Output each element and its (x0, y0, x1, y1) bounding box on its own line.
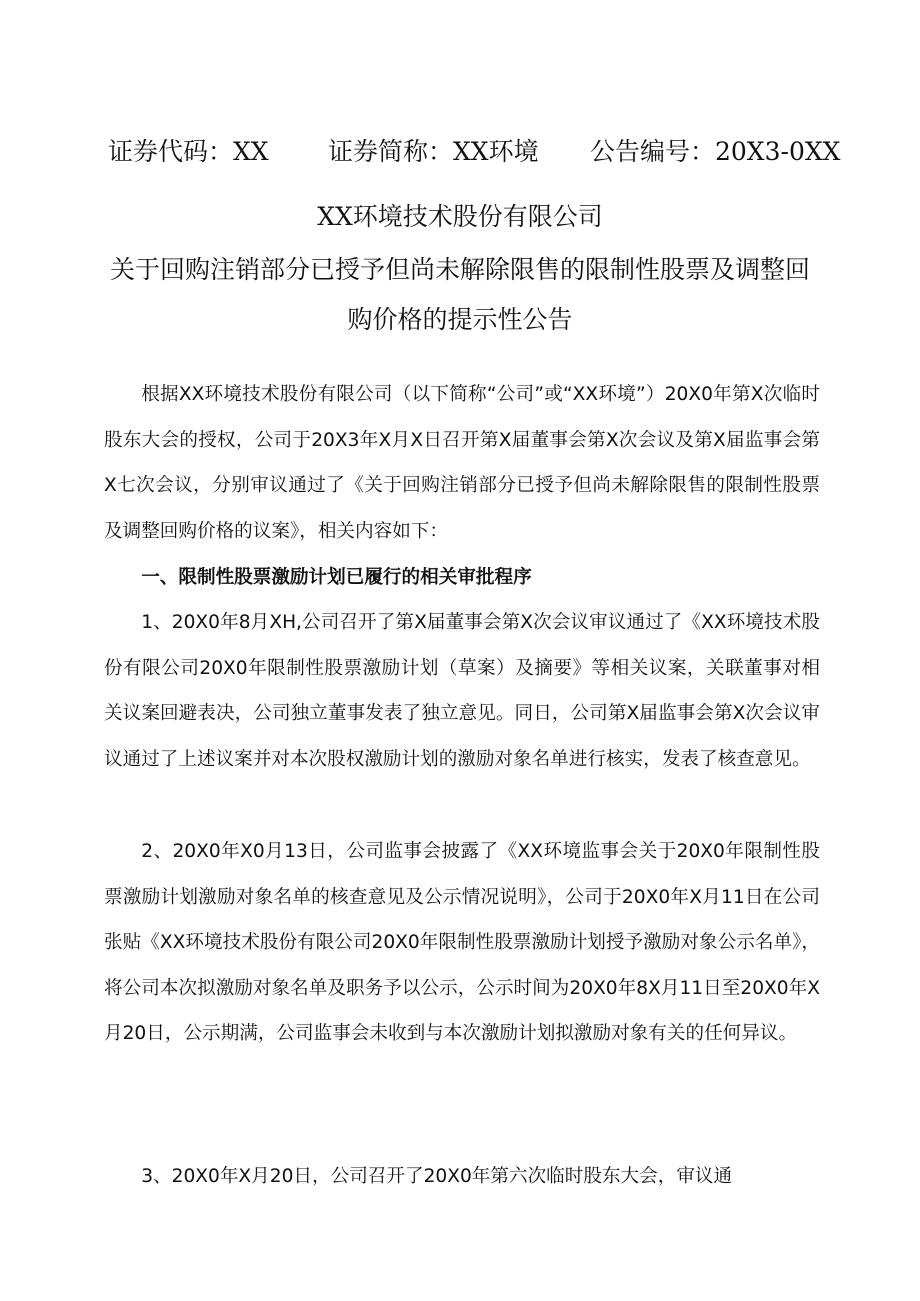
announcement-title-line-2: 购价格的提示性公告 (347, 305, 573, 334)
announcement-header (0, 132, 920, 172)
section-heading-1: 一、限制性股票激励计划已履行的相关审批程序 (141, 567, 532, 588)
company-name-title: XX环境技术股份有限公司 (317, 202, 603, 231)
procedure-item-2: 2、20X0年X0月13日，公司监事会披露了《XX环境监事会关于20X0年限制性股票激励计划激励对象名单的核查意见及公示情况说明》，公司于20X0年X月11日在公司张贴《XX环境技术股份有限公司20X0年限制性股票激励计划授予激励对象公示名单》，将公司本次拟激励对象名单及职务予以公示，公示时间为20X0年8X月11日至20X0年X月20日，公示期满，公司监事会未收到与本次激励计划拟激励对象有关的任何异议。 (104, 841, 820, 1044)
stock-abbreviation: 证券简称：XX环境 (328, 137, 539, 166)
announcement-title-line-1: 关于回购注销部分已授予但尚未解除限售的限制性股票及调整回 (109, 255, 810, 284)
procedure-item-3: 3、20X0年X月20日，公司召开了20X0年第六次临时股东大会，审议通 (141, 1166, 733, 1187)
stock-code: 证券代码：XX (108, 137, 269, 166)
announcement-number: 公告编号：20X3-0XX (590, 137, 841, 166)
intro-paragraph: 根据XX环境技术股份有限公司（以下简称“公司”或“XX环境”）20X0年第X次临时股东大会的授权，公司于20X3年X月X日召开第X届董事会第X次会议及第X届监事会第X七次会议，分别审议通过了《关于回购注销部分已授予但尚未解除限售的限制性股票及调整回购价格的议案》，相关内容如下： (104, 384, 820, 542)
procedure-item-1: 1、20X0年8月XH,公司召开了第X届董事会第X次会议审议通过了《XX环境技术股份有限公司20X0年限制性股票激励计划（草案）及摘要》等相关议案，关联董事对相关议案回避表决，公司独立董事发表了独立意见。同日，公司第X届监事会第X次会议审议通过了上述议案并对本次股权激励计划的激励对象名单进行核实，发表了核查意见。 (104, 612, 820, 770)
